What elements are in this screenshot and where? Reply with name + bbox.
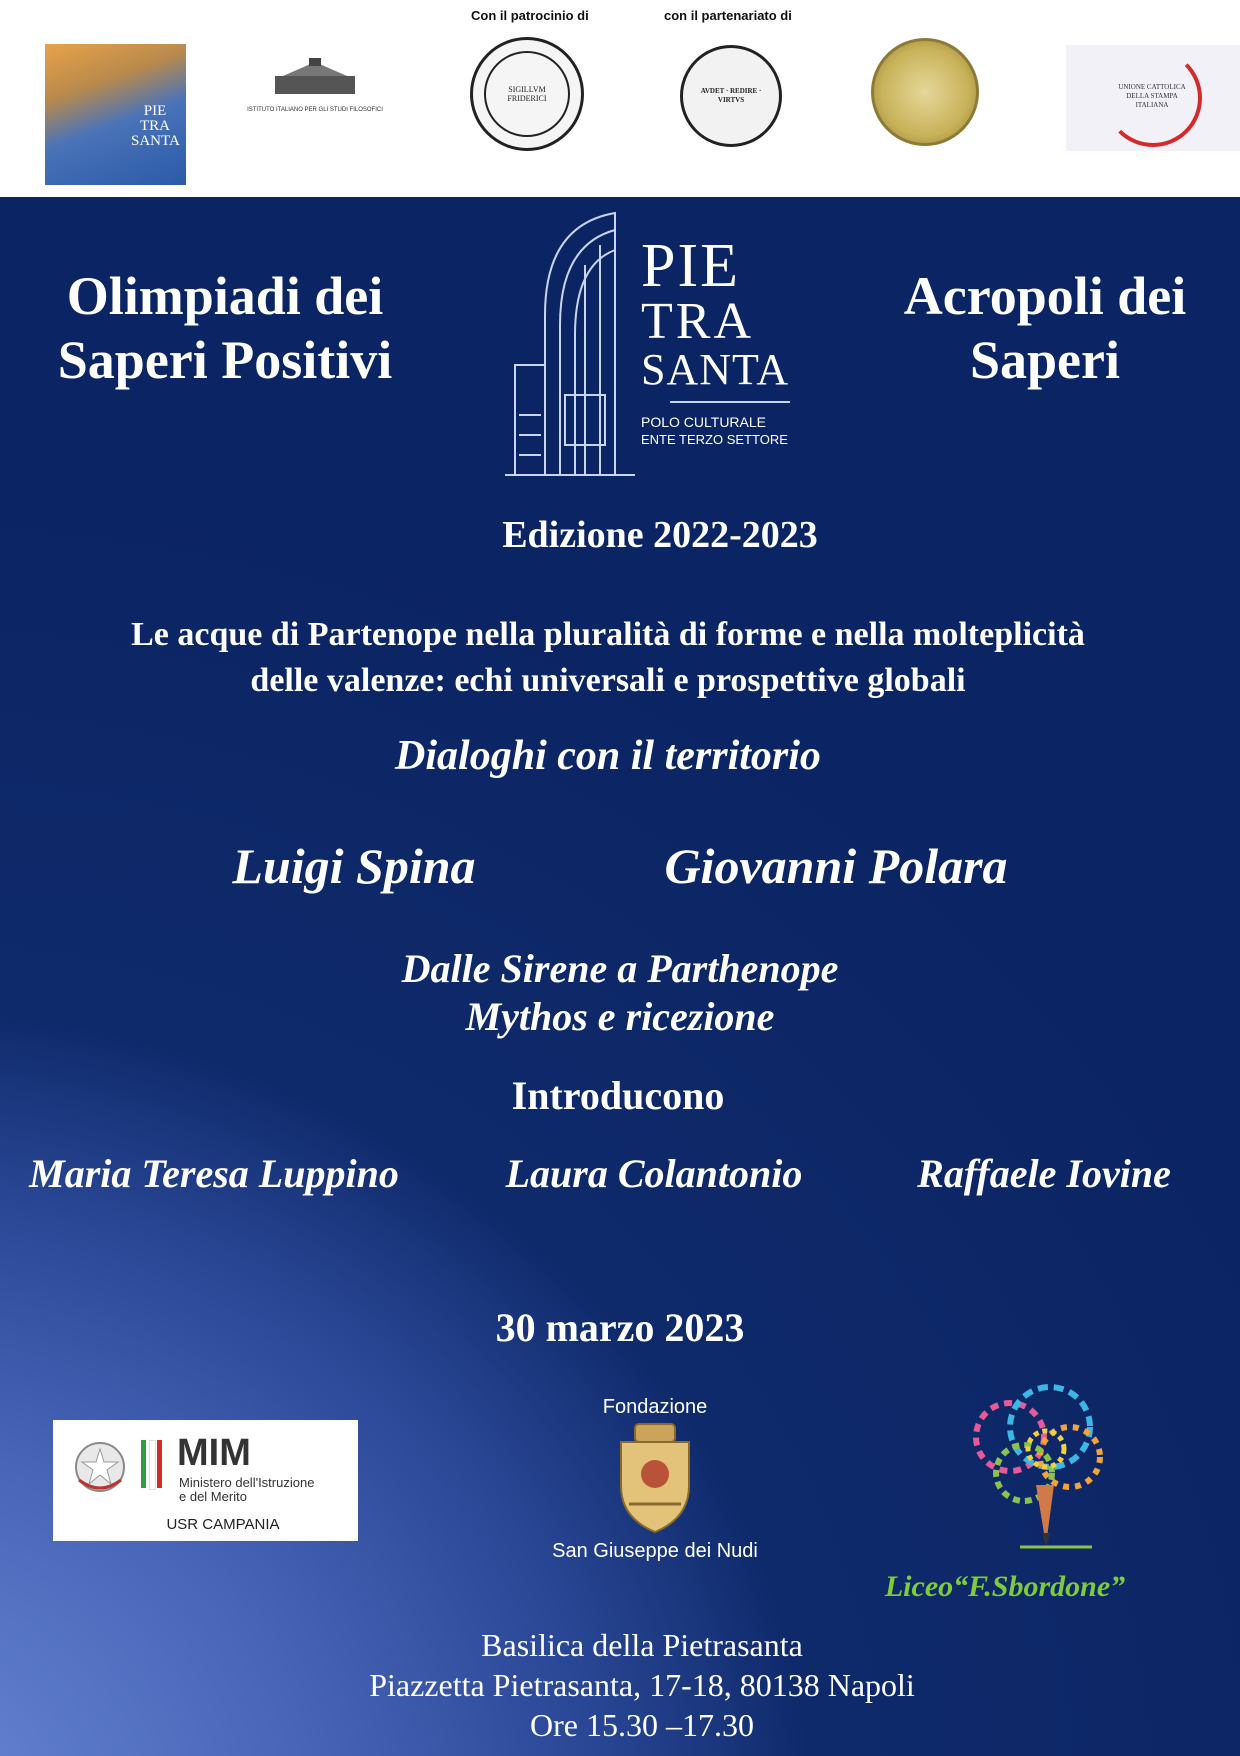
republic-emblem-icon bbox=[73, 1440, 127, 1494]
introducono-label: Introducono bbox=[511, 1073, 725, 1118]
mim-line1: Ministero dell'Istruzione bbox=[179, 1475, 315, 1490]
dialoghi-subtitle: Dialoghi con il territorio bbox=[395, 733, 821, 779]
introducer-2: Laura Colantonio bbox=[505, 1151, 803, 1196]
fondazione-top-text: Fondazione bbox=[602, 1396, 708, 1418]
pietrasanta-logo-sub2: ENTE TERZO SETTORE bbox=[641, 432, 788, 447]
venue-line1: Basilica della Pietrasanta bbox=[481, 1627, 803, 1663]
mim-region: USR CAMPANIA bbox=[166, 1516, 280, 1533]
mim-logo bbox=[53, 1420, 358, 1541]
pietrasanta-main-logo bbox=[505, 205, 795, 485]
theme bbox=[0, 612, 1216, 704]
fondazione-crest-icon bbox=[607, 1422, 703, 1534]
introducer-3: Raffaele Iovine bbox=[917, 1151, 1171, 1196]
federico-seal-text: SIGILLVM FRIDERICI bbox=[507, 85, 547, 103]
title-olimpiadi-line2: Saperi Positivi bbox=[57, 330, 393, 390]
pietrasanta-logo-rule bbox=[670, 401, 790, 403]
talk-title-line2: Mythos e ricezione bbox=[465, 994, 775, 1039]
title-acropoli-line1: Acropoli dei bbox=[903, 266, 1187, 326]
speaker-1: Luigi Spina bbox=[232, 838, 476, 894]
edition: Edizione 2022-2023 bbox=[502, 514, 818, 556]
pietrasanta-logo-pie: PIE bbox=[641, 232, 740, 300]
venue-line3: Ore 15.30 –17.30 bbox=[530, 1707, 754, 1743]
liceo-tree-icon bbox=[950, 1375, 1130, 1555]
federico-seal bbox=[470, 37, 584, 151]
title-acropoli-line2: Saperi bbox=[969, 330, 1120, 390]
talk-title-line1: Dalle Sirene a Parthenope bbox=[401, 946, 839, 991]
partenariato-caption: con il partenariato di bbox=[664, 8, 792, 23]
basilica-outline-icon bbox=[505, 205, 635, 485]
pietrasanta-small-logo bbox=[45, 44, 186, 185]
audet-redire-virtus-seal bbox=[680, 45, 782, 147]
ucsi-logo bbox=[1066, 45, 1240, 151]
pietrasanta-logo-sub1: POLO CULTURALE bbox=[641, 414, 766, 430]
title-olimpiadi bbox=[30, 264, 420, 392]
title-olimpiadi-line1: Olimpiadi dei bbox=[66, 266, 384, 326]
istituto-studi-filosofici-logo bbox=[243, 58, 387, 122]
gold-seal bbox=[871, 38, 979, 146]
talk-title bbox=[0, 945, 1240, 1041]
istituto-text: ISTITUTO ITALIANO PER GLI STUDI FILOSOFICI bbox=[247, 107, 383, 113]
patrocinio-caption: Con il patrocinio di bbox=[471, 8, 589, 23]
theme-line2: delle valenze: echi universali e prospettive globali bbox=[250, 662, 966, 699]
introducer-1: Maria Teresa Luppino bbox=[29, 1151, 399, 1196]
main-panel bbox=[0, 197, 1240, 1756]
speaker-2: Giovanni Polara bbox=[664, 838, 1008, 894]
venue-line2: Piazzetta Pietrasanta, 17-18, 80138 Napoli bbox=[369, 1667, 915, 1703]
theme-line1: Le acque di Partenope nella pluralità di forme e nella molteplicità bbox=[131, 616, 1085, 653]
pietrasanta-small-logo-text: PIE TRA SANTA bbox=[131, 103, 180, 149]
pietrasanta-logo-santa: SANTA bbox=[641, 345, 790, 394]
pietrasanta-logo-tra: TRA bbox=[641, 293, 754, 350]
fondazione-bottom-text: San Giuseppe dei Nudi bbox=[552, 1540, 758, 1562]
mim-title: MIM bbox=[177, 1432, 251, 1474]
mim-line2: e del Merito bbox=[179, 1489, 247, 1504]
title-acropoli bbox=[860, 264, 1230, 392]
patron-logos-band bbox=[0, 0, 1240, 198]
ucsi-text: UNIONE CATTOLICA DELLA STAMPA ITALIANA bbox=[1118, 83, 1186, 109]
building-icon bbox=[243, 58, 387, 98]
venue bbox=[0, 1625, 1240, 1745]
audet-seal-text: AVDET · REDIRE · VIRTVS bbox=[700, 87, 762, 104]
event-date: 30 marzo 2023 bbox=[495, 1305, 745, 1350]
liceo-name: Liceo“F.Sbordone” bbox=[884, 1570, 1126, 1603]
